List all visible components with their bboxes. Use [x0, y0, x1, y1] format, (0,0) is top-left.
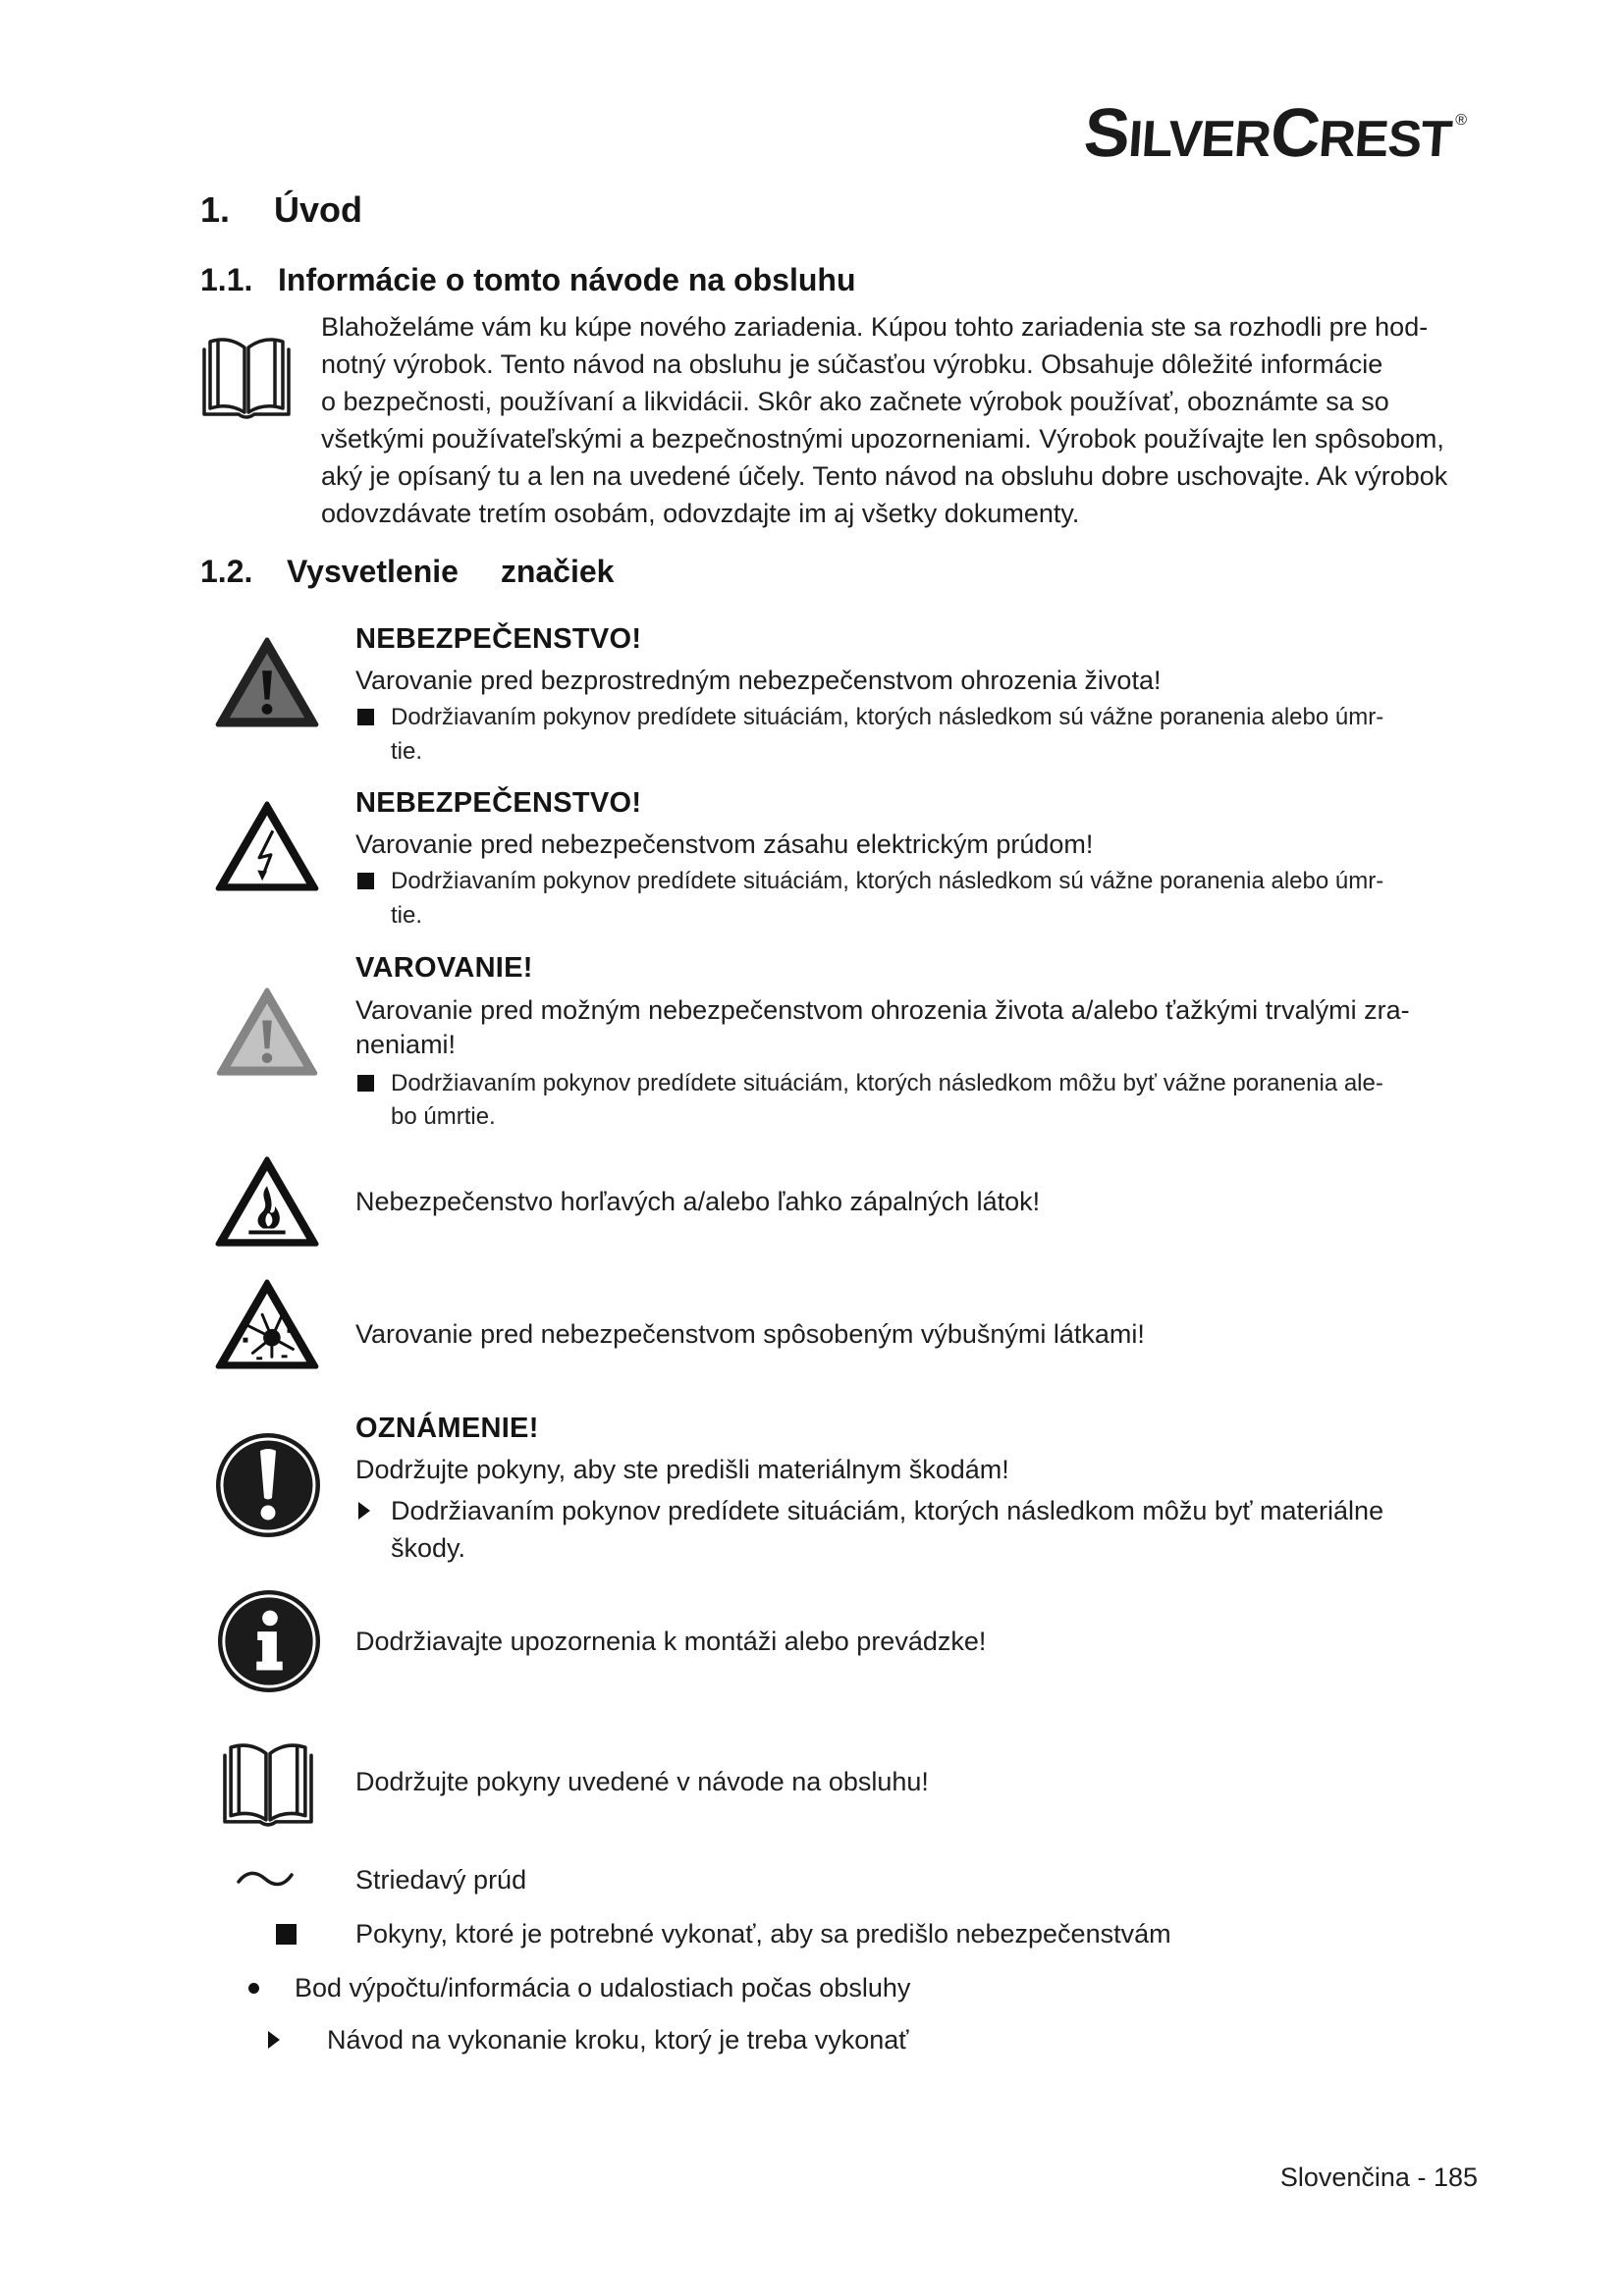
- symbol-2-text: Varovanie pred nebezpečenstvom zásahu elektrickým prúdom!: [355, 829, 1094, 859]
- paragraph-line: odovzdávate tretím osobám, odovzdajte im aj všetky dokumenty.: [321, 499, 1080, 528]
- arrow-bullet-icon: [268, 2031, 280, 2049]
- danger-triangle-icon: [214, 636, 320, 728]
- symbol-2-bullet-line: Dodržiavaním pokynov predídete situáciám, ktorých následkom sú vážne poranenia alebo úmr-: [391, 868, 1384, 894]
- legend-text-instructions: Pokyny, ktoré je potrebné vykonať, aby sa predišlo nebezpečenstvám: [355, 1919, 1171, 1949]
- legend-text-step: Návod na vykonanie kroku, ktorý je treba vykonať: [327, 2025, 909, 2055]
- notice-exclamation-circle-icon: [214, 1431, 322, 1539]
- paragraph-line: o bezpečnosti, používaní a likvidácii. Skôr ako začnete výrobok používať, oboznámte sa so: [321, 387, 1389, 416]
- intro-paragraph: [321, 308, 1447, 532]
- flammable-triangle-icon: [214, 1154, 320, 1249]
- section-1-1-title: Informácie o tomto návode na obsluhu: [278, 262, 856, 297]
- symbol-6-text: Dodržujte pokyny, aby ste predišli materiálnym škodám!: [355, 1455, 1009, 1484]
- symbol-7-text: Dodržiavajte upozornenia k montáži alebo prevádzke!: [355, 1627, 987, 1656]
- section-1-2-number: 1.2.: [200, 554, 253, 589]
- paragraph-line: aký je opísaný tu a len na uvedené účely. Tento návod na obsluhu dobre uschovajte. Ak výrobok: [321, 461, 1448, 491]
- arrow-bullet-icon: [358, 1502, 370, 1520]
- symbol-2-bullet-line: tie.: [391, 902, 423, 929]
- alternating-current-icon: [236, 1869, 295, 1889]
- paragraph-line: všetkými používateľskými a bezpečnostnými upozorneniami. Výrobok používajte len spôsobom,: [321, 424, 1444, 454]
- electric-shock-triangle-icon: [214, 800, 320, 892]
- symbol-3-text: neniami!: [355, 1030, 457, 1059]
- symbol-3-bullet-line: Dodržiavaním pokynov predídete situáciám, ktorých následkom môžu byť vážne poranenia ale-: [391, 1070, 1383, 1096]
- book-icon: [220, 1741, 316, 1828]
- symbol-6-bullet-line: škody.: [391, 1533, 466, 1563]
- chapter-number: 1.: [200, 189, 231, 230]
- info-circle-icon: [216, 1588, 322, 1694]
- dot-bullet-icon: [248, 1983, 259, 1994]
- symbol-1-bullet-line: tie.: [391, 738, 423, 765]
- symbol-3-heading: VAROVANIE!: [355, 952, 533, 984]
- section-1-1-number: 1.1.: [200, 262, 253, 297]
- logo-word-silver: SILVER: [1081, 94, 1272, 171]
- symbol-1-text: Varovanie pred bezprostredným nebezpečenstvom ohrozenia života!: [355, 666, 1162, 695]
- paragraph-line: Blahoželáme vám ku kúpe nového zariadenia. Kúpou tohto zariadenia ste sa rozhodli pre hod-: [321, 312, 1429, 342]
- symbol-1-bullet-line: Dodržiavaním pokynov predídete situáciám, ktorých následkom sú vážne poranenia alebo úmr-: [391, 704, 1384, 730]
- symbol-5-text: Varovanie pred nebezpečenstvom spôsobeným výbušnými látkami!: [355, 1319, 1145, 1349]
- page-footer: Slovenčina - 185: [1279, 2163, 1478, 2192]
- square-bullet-icon: [357, 709, 374, 725]
- symbol-3-text: Varovanie pred možným nebezpečenstvom ohrozenia života a/alebo ťažkými trvalými zra-: [355, 995, 1410, 1025]
- legend-text-info-point: Bod výpočtu/informácia o udalostiach počas obsluhy: [295, 1973, 911, 2002]
- symbol-1-heading: NEBEZPEČENSTVO!: [355, 623, 642, 655]
- chapter-title: Úvod: [274, 189, 362, 230]
- symbol-6-bullet-line: Dodržiavaním pokynov predídete situáciám, ktorých následkom môžu byť materiálne: [391, 1496, 1384, 1525]
- warning-triangle-icon: [214, 987, 320, 1077]
- symbol-8-text: Dodržujte pokyny uvedené v návode na obsluhu!: [355, 1767, 929, 1796]
- explosive-triangle-icon: [214, 1278, 320, 1370]
- paragraph-line: notný výrobok. Tento návod na obsluhu je súčasťou výrobku. Obsahuje dôležité informácie: [321, 349, 1383, 379]
- symbol-6-heading: OZNÁMENIE!: [355, 1413, 539, 1444]
- book-icon: [201, 336, 292, 420]
- registered-mark: ®: [1455, 112, 1467, 129]
- logo-word-crest: CREST: [1268, 94, 1453, 171]
- symbol-2-heading: NEBEZPEČENSTVO!: [355, 787, 642, 819]
- square-bullet-icon: [276, 1924, 297, 1945]
- symbol-3-bullet-line: bo úmrtie.: [391, 1103, 496, 1130]
- square-bullet-icon: [357, 873, 374, 889]
- silvercrest-logo: [1081, 94, 1467, 174]
- section-1-2-title: Vysvetlenie značiek: [287, 554, 615, 589]
- legend-text-alternating-current: Striedavý prúd: [355, 1865, 527, 1895]
- symbol-4-text: Nebezpečenstvo horľavých a/alebo ľahko zápalných látok!: [355, 1187, 1041, 1216]
- square-bullet-icon: [357, 1075, 374, 1092]
